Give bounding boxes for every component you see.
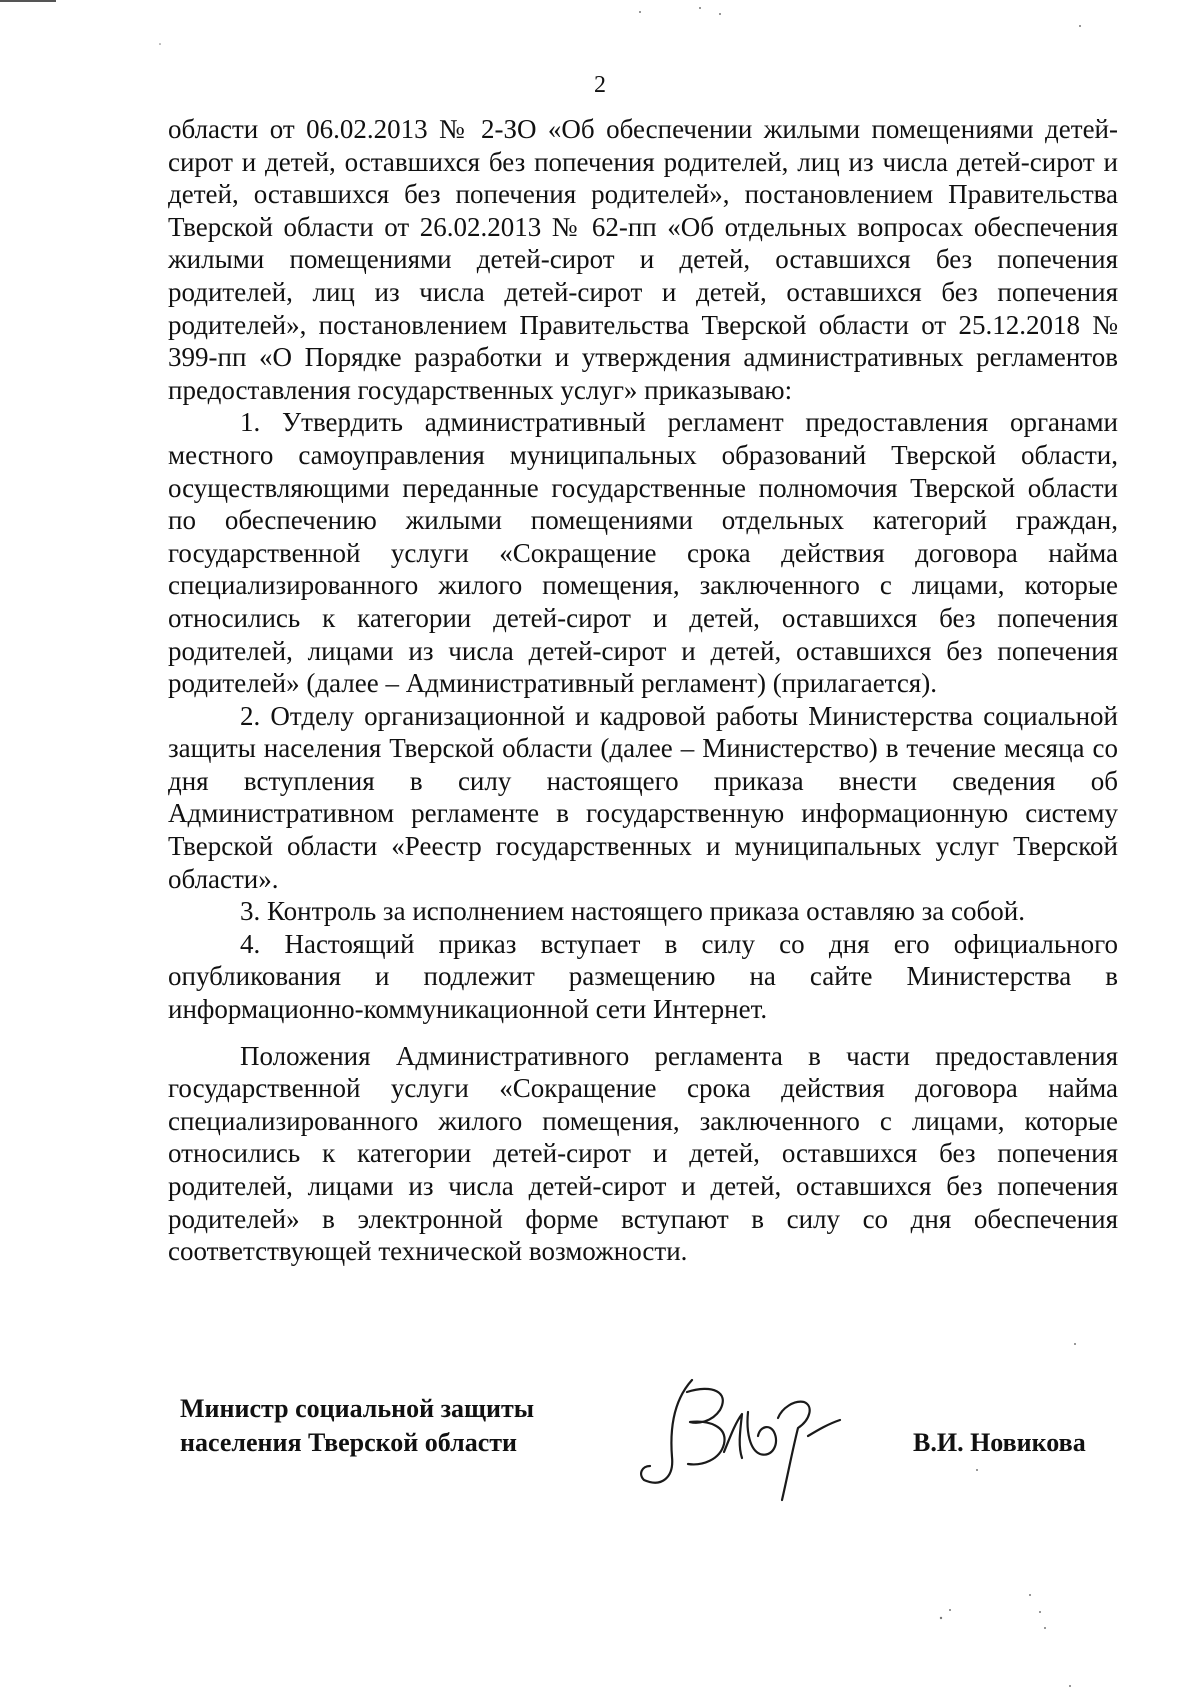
paragraph-item-3: 3. Контроль за исполнением настоящего приказа оставляю за собой.	[240, 896, 1025, 927]
paragraph-item-4: 4. Настоящий приказ вступает в силу со дня его официального опубликования и подлежит размещению на сайте Министерства в информационно-коммуникационной сети Интернет.	[168, 928, 1118, 1025]
handwritten-signature	[632, 1362, 862, 1512]
signer-name: В.И. Новикова	[913, 1428, 1086, 1457]
paragraph-preamble: области от 06.02.2013 № 2-ЗО «Об обеспечении жилыми помещениями детей-сирот и детей, оставшихся без попечения родителей, лиц из числа детей-сирот и детей, оставшихся без попечения родителей», постановлением Правительства Тверской области от 26.02.2013 № 62-пп «Об отдельных вопросах обеспечения жилыми помещениями детей-сирот и детей, оставшихся без попечения родителей, лиц из числа детей-сирот и детей, оставшихся без попечения родителей», постановлением Правительства Тверской области от 25.12.2018 № 399-пп «О Порядке разработки и утверждения административных регламентов предоставления государственных услуг» приказываю:	[168, 114, 1118, 405]
paragraph-item-1: 1. Утвердить административный регламент предоставления органами местного самоуправления муниципальных образований Тверской области, осуществляющими переданные государственные полномочия Тверской области по обеспечению жилыми помещениями отдельных категорий граждан, государственной услуги «Сокращение срока действия договора найма специализированного жилого помещения, заключенного с лицами, которые относились к категории детей-сирот и детей, оставшихся без попечения родителей, лицами из числа детей-сирот и детей, оставшихся без попечения родителей» (далее – Административный регламент) (прилагается).	[168, 407, 1118, 699]
signer-title-line-2: населения Тверской области	[180, 1428, 518, 1457]
paragraph-item-2: 2. Отделу организационной и кадровой работы Министерства социальной защиты населения Тверской области (далее – Министерство) в течение месяца со дня вступления в силу настоящего приказа внести сведения об Административном регламенте в государственную информационную систему Тверской области «Реестр государственных и муниципальных услуг Тверской области».	[168, 700, 1118, 894]
signer-title	[180, 1392, 534, 1460]
signature-block	[180, 1392, 1140, 1542]
scan-edge-line	[0, 0, 56, 2]
document-body	[168, 113, 1118, 1268]
signer-title-line-1: Министр социальной защиты	[180, 1394, 535, 1423]
page-number: 2	[594, 72, 606, 98]
paragraph-provisions: Положения Административного регламента в части предоставления государственной услуги «Сокращение срока действия договора найма специализированного жилого помещения, заключенного с лицами, которые относились к категории детей-сирот и детей, оставшихся без попечения родителей, лицами из числа детей-сирот и детей, оставшихся без попечения родителей» в электронной форме вступают в силу со дня обеспечения соответствующей технической возможности.	[168, 1040, 1118, 1267]
